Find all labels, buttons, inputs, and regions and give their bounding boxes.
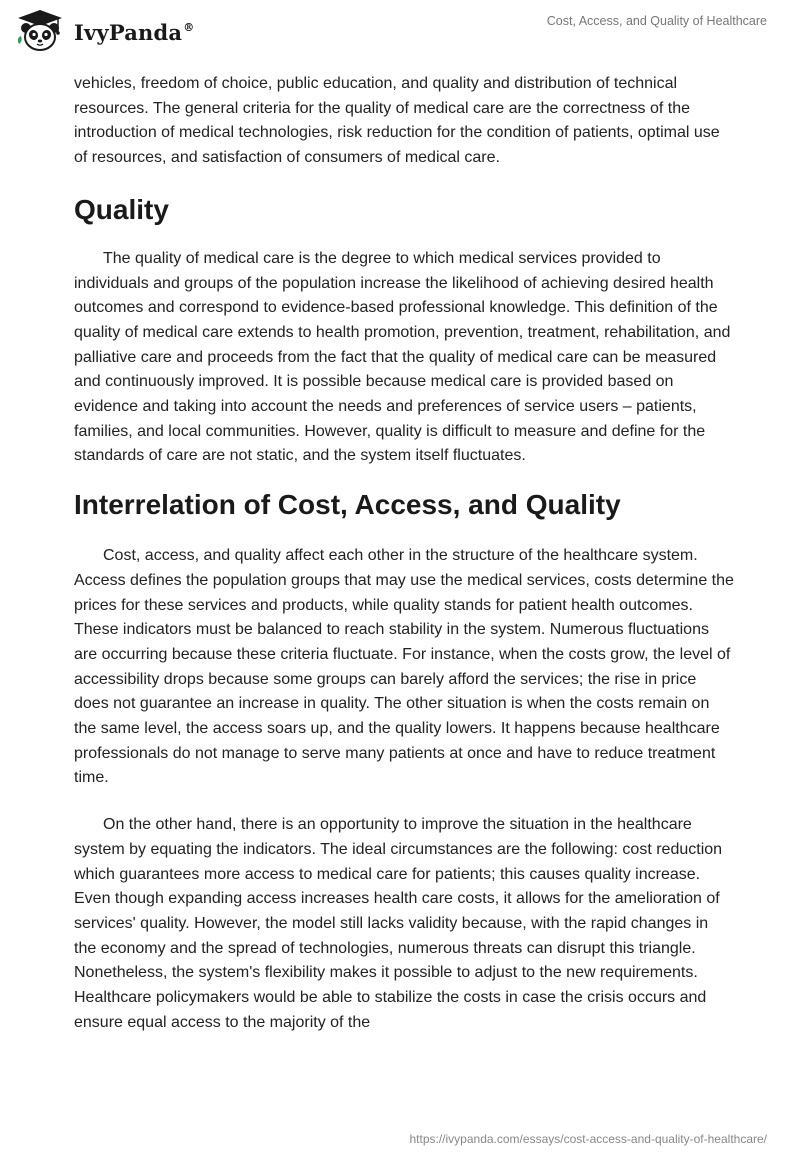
paragraph-interrelation-2: On the other hand, there is an opportunity to improve the situation in the healthcare system by equating the indicators. The ideal circumstances are the following: cost reduction which guarantees more access to medical care for patients; this causes quality increase. Even though expanding access increases health care costs, it allows for the amelioration of services' quality. However, the model still lacks validity because, with the rapid changes in the economy and the spread of technologies, numerous threats can disrupt this triangle. Nonetheless, the system's flexibility makes it possible to adjust to the new requirements. Healthcare policymakers would be able to stabilize the costs in case the crisis occurs and ensure equal access to the majority of the [74,816,723,1031]
intro-paragraph: vehicles, freedom of choice, public education, and quality and distribution of technical resources. The general criteria for the quality of medical care are the correctness of the introduction of medical technologies, risk reduction for the condition of patients, optimal use of resources, and satisfaction of consumers of medical care. [74,75,720,167]
section-heading-quality: Quality [74,193,169,225]
section-heading-interrelation: Interrelation of Cost, Access, and Quality [74,489,621,521]
source-url[interactable]: https://ivypanda.com/essays/cost-access-and-quality-of-healthcare/ [409,1132,767,1146]
panda-graduate-icon [14,8,66,52]
essay-content [74,72,734,1036]
page-header [0,0,800,60]
paragraph-quality: The quality of medical care is the degree to which medical services provided to individuals and groups of the population increase the likelihood of achieving desired health outcomes and correspond to evidence-based professional knowledge. This definition of the quality of medical care extends to health promotion, prevention, treatment, rehabilitation, and palliative care and proceeds from the fact that the quality of medical care can be measured and continuously improved. It is possible because medical care is provided based on evidence and taking into account the needs and preferences of service users – patients, families, and local communities. However, quality is difficult to measure and define for the standards of care are not static, and the system itself fluctuates. [74,249,731,465]
brand-name: IvyPanda® [74,19,195,45]
paragraph-interrelation-1: Cost, access, and quality affect each other in the structure of the healthcare system. Access defines the population groups that may use the medical services, costs determine the prices for these services and products, while quality stands for patient health outcomes. These indicators must be balanced to reach stability in the system. Numerous fluctuations are occurring because these criteria fluctuate. For instance, when the costs grow, the level of accessibility drops because some groups can barely afford the services; the rise in price does not guarantee an increase in quality. The other situation is when the costs remain on the same level, the access soars up, and the quality lowers. It happens because healthcare professionals do not manage to serve many patients at once and have to reduce treatment time. [74,547,734,787]
document-title: Cost, Access, and Quality of Healthcare [546,14,767,28]
brand-logo[interactable] [14,8,194,52]
